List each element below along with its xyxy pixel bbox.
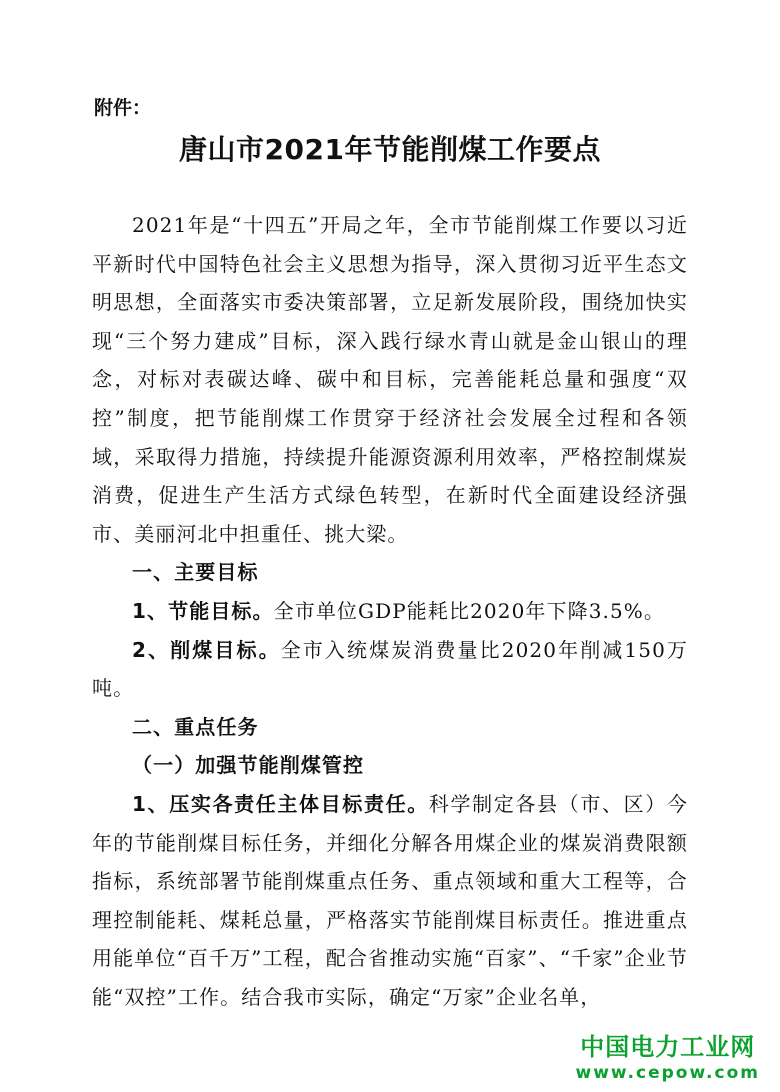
document-title: 唐山市2021年节能削煤工作要点: [179, 133, 601, 166]
goal-item-coal: [92, 631, 688, 708]
section-heading-tasks: 二、重点任务: [132, 714, 259, 739]
task-text: 科学制定各县（市、区）今年的节能削煤目标任务，并细化分解各用煤企业的煤炭消费限额指标，系统部署节能削煤重点任务、重点领域和重大工程等，合理控制能耗、煤耗总量，严格落实节能削煤目标责任。推进重点用能单位“百千万”工程，配合省推动实施“百家”、“千家”企业节能“双控”工作。结合我市实际，确定“万家”企业名单，: [92, 791, 688, 1009]
document-body: [92, 206, 688, 1016]
intro-paragraph: 2021年是“十四五”开局之年，全市节能削煤工作要以习近平新时代中国特色社会主义思想为指导，深入贯彻习近平生态文明思想，全面落实市委决策部署，立足新发展阶段，围绕加快实现“三个努力建成”目标，深入践行绿水青山就是金山银山的理念，对标对表碳达峰、碳中和目标，完善能耗总量和强度“双控”制度，把节能削煤工作贯穿于经济社会发展全过程和各领域，采取得力措施，持续提升能源资源利用效率，严格控制煤炭消费，促进生产生活方式绿色转型，在新时代全面建设经济强市、美丽河北中担重任、挑大梁。: [92, 213, 688, 546]
watermark-url: www.cepow.com: [575, 1063, 760, 1083]
goal-lead: 2、削煤目标。: [132, 637, 281, 662]
subsection-heading: （一）加强节能削煤管控: [132, 753, 365, 778]
task-lead: 1、压实各责任主体目标责任。: [132, 791, 429, 816]
attachment-label: 附件：: [94, 97, 152, 119]
goal-item-energy: [92, 592, 688, 631]
goal-lead: 1、节能目标。: [132, 598, 274, 623]
section-heading-goals: 一、主要目标: [132, 560, 259, 585]
goal-text: 全市入统煤炭消费量比2020年削减150万吨。: [92, 637, 688, 701]
site-watermark: [576, 1032, 761, 1084]
goal-text: 全市单位GDP能耗比2020年下降3.5%。: [273, 598, 666, 623]
task-paragraph: [92, 785, 688, 1017]
watermark-name: 中国电力工业网: [580, 1033, 756, 1061]
